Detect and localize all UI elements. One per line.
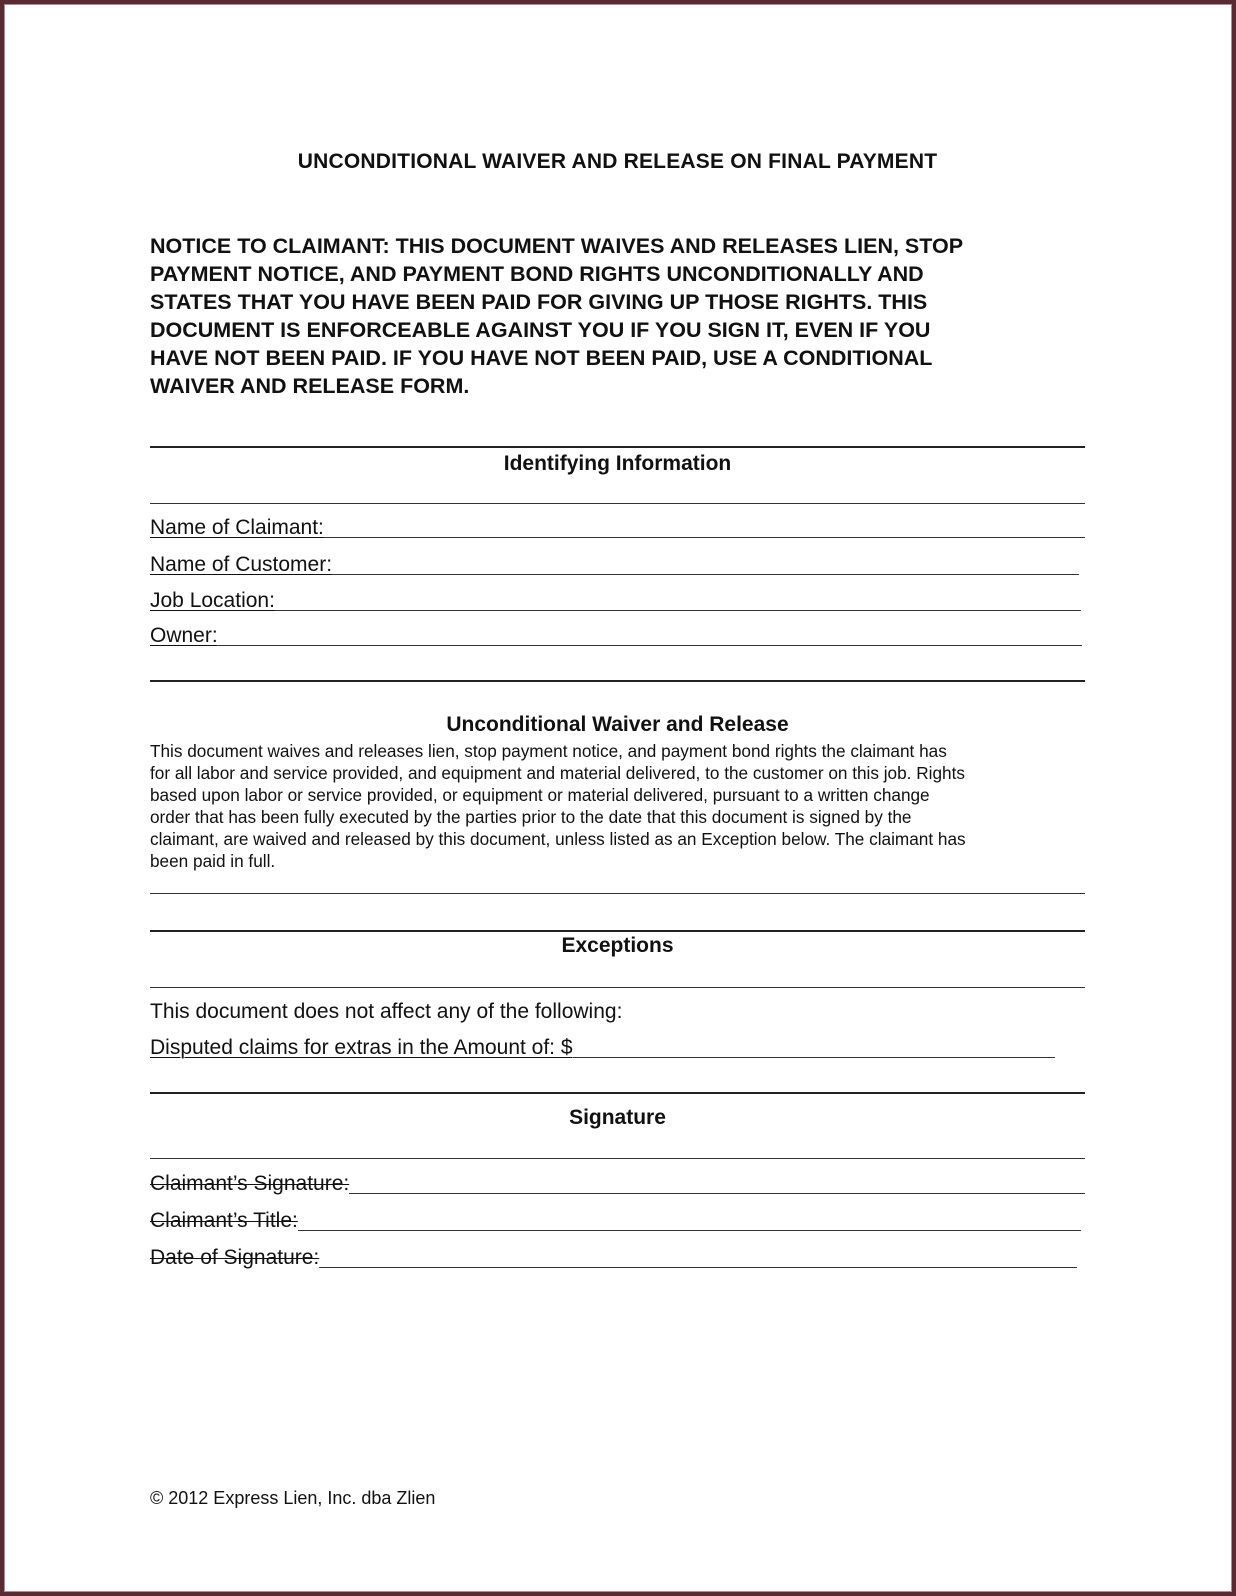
section-rule	[150, 893, 1085, 894]
claimant-signature-blank[interactable]	[349, 1192, 1085, 1194]
exceptions-intro: This document does not affect any of the following:	[150, 1000, 623, 1023]
customer-name-blank[interactable]	[332, 573, 1079, 575]
disputed-claims-amount-blank[interactable]	[573, 1056, 1055, 1058]
owner-field[interactable]	[150, 622, 1085, 648]
claimant-signature-field[interactable]	[150, 1170, 1085, 1196]
claimant-signature-label: Claimant’s Signature:	[150, 1172, 350, 1195]
document-title: UNCONDITIONAL WAIVER AND RELEASE ON FINAL PAYMENT	[297, 150, 938, 173]
section-rule	[150, 987, 1085, 988]
exceptions-heading: Exceptions	[561, 934, 674, 957]
identifying-information-heading: Identifying Information	[503, 452, 732, 475]
section-rule	[150, 1158, 1085, 1159]
signature-date-label: Date of Signature:	[150, 1246, 320, 1269]
section-rule	[150, 1092, 1085, 1094]
claimant-name-blank[interactable]	[324, 536, 1085, 538]
claimant-name-field[interactable]	[150, 514, 1085, 540]
owner-label: Owner:	[150, 624, 218, 647]
section-rule	[150, 680, 1085, 682]
signature-date-field[interactable]	[150, 1244, 1085, 1270]
section-rule	[150, 930, 1085, 932]
signature-heading: Signature	[569, 1106, 666, 1129]
claimant-title-blank[interactable]	[298, 1229, 1081, 1231]
job-location-field[interactable]	[150, 587, 1085, 613]
claimant-title-field[interactable]	[150, 1207, 1085, 1233]
customer-name-label: Name of Customer:	[150, 553, 333, 576]
claimant-title-label: Claimant’s Title:	[150, 1209, 298, 1232]
section-rule	[150, 446, 1085, 448]
waiver-heading: Unconditional Waiver and Release	[446, 713, 789, 736]
claimant-name-label: Name of Claimant:	[150, 516, 324, 539]
signature-date-blank[interactable]	[319, 1266, 1077, 1268]
disputed-claims-field[interactable]	[150, 1034, 1055, 1060]
notice-to-claimant: NOTICE TO CLAIMANT: THIS DOCUMENT WAIVES AND RELEASES LIEN, STOP PAYMENT NOTICE, AND PAYMENT BOND RIGHTS UNCONDITIONALLY AND STATES THAT YOU HAVE BEEN PAID FOR GIVING UP THOSE RIGHTS. THIS DOCUMENT IS ENFORCEABLE AGAINST YOU IF YOU SIGN IT, EVEN IF YOU HAVE NOT BEEN PAID. IF YOU HAVE NOT BEEN PAID, USE A CONDITIONAL WAIVER AND RELEASE FORM.	[150, 234, 964, 398]
job-location-blank[interactable]	[275, 609, 1081, 611]
section-rule	[150, 503, 1085, 504]
customer-name-field[interactable]	[150, 551, 1085, 577]
owner-blank[interactable]	[218, 644, 1082, 646]
disputed-claims-label: Disputed claims for extras in the Amount of: $	[150, 1036, 573, 1059]
job-location-label: Job Location:	[150, 589, 275, 612]
waiver-body-text: This document waives and releases lien, stop payment notice, and payment bond rights the claimant has for all labor and service provided, and equipment and material delivered, to the customer on this job. Rights based upon labor or service provided, or equipment or material delivered, pursuant to a written change order that has been fully executed by the parties prior to the date that this document is signed by the claimant, are waived and released by this document, unless listed as an Exception below. The claimant has been paid in full.	[150, 741, 966, 871]
copyright-footer: © 2012 Express Lien, Inc. dba Zlien	[150, 1488, 436, 1508]
